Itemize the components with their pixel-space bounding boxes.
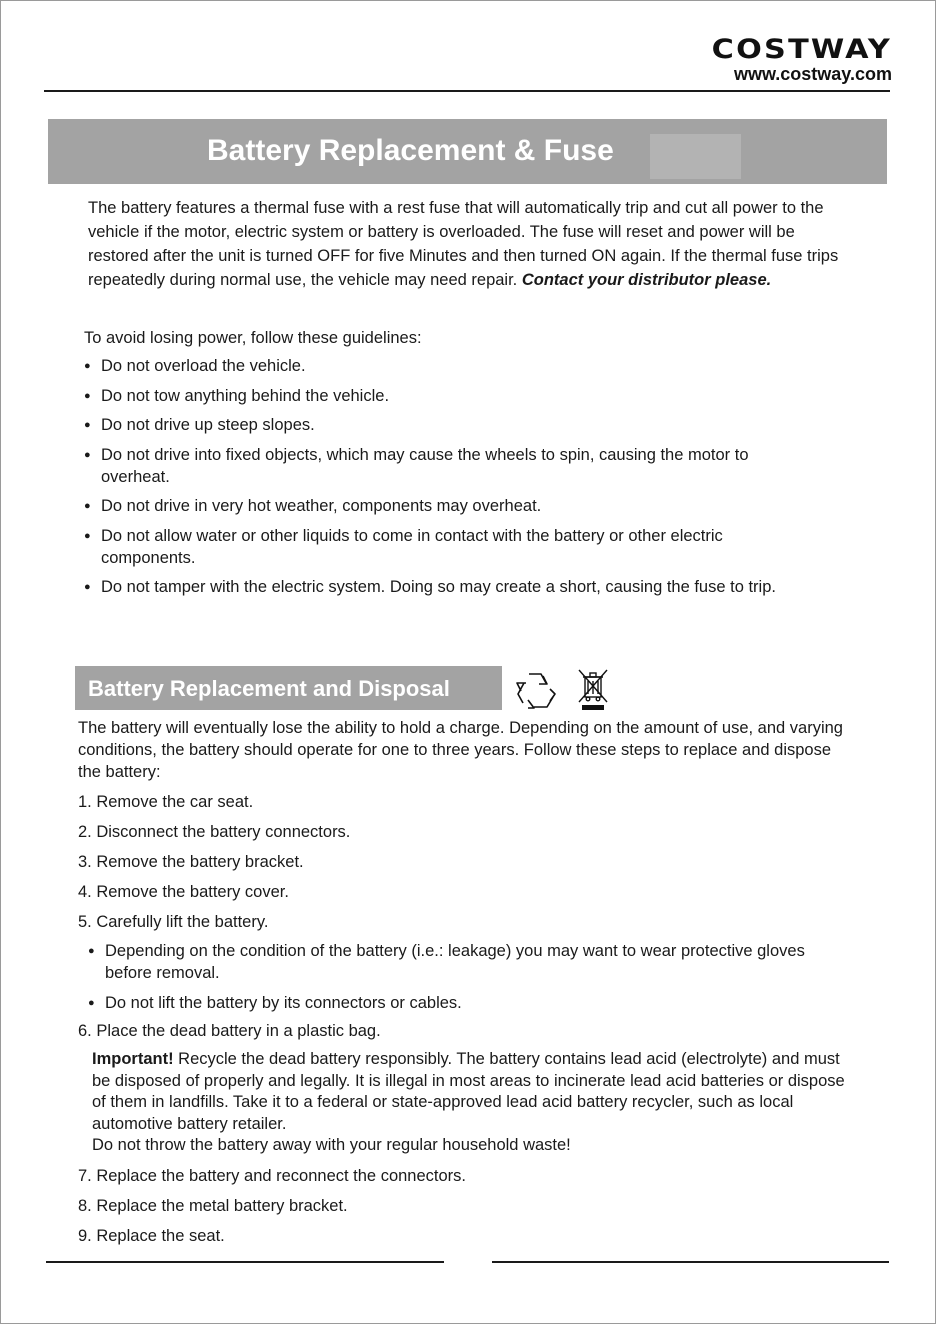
list-item: ● Do not drive in very hot weather, components may overheat. bbox=[84, 495, 844, 517]
brand-header bbox=[711, 34, 892, 84]
title-patch bbox=[650, 134, 741, 179]
step-item: 7. Replace the battery and reconnect the connectors. bbox=[78, 1166, 466, 1185]
list-item: ● Do not overload the vehicle. bbox=[84, 355, 844, 377]
fuse-text: The battery features a thermal fuse with a rest fuse that will automatically trip and cut all power to the vehicle if the motor, electric system or battery is overloaded. The fuse will reset and power will be restored after the unit is turned OFF for five Minutes and then turned ON again. If the thermal fuse trips repeatedly during normal use, the vehicle may need repair. bbox=[88, 199, 839, 289]
step-item: 1. Remove the car seat. bbox=[78, 793, 254, 811]
step-item: 9. Replace the seat. bbox=[78, 1226, 225, 1245]
brand-logo: COSTWAY bbox=[711, 34, 892, 65]
step-label: 6. Place the dead battery in a plastic bag. bbox=[78, 1022, 381, 1040]
step5-bullets bbox=[88, 940, 858, 1014]
step-item: 3. Remove the battery bracket. bbox=[78, 853, 304, 871]
guidelines-list bbox=[84, 355, 844, 606]
important-label: Important! bbox=[92, 1050, 174, 1068]
list-item: ● Depending on the condition of the battery (i.e.: leakage) you may want to wear protective gloves before removal. bbox=[88, 940, 830, 984]
list-item: ● Do not tamper with the electric system. Doing so may create a short, causing the fuse to trip. bbox=[84, 576, 821, 598]
important-note bbox=[92, 1049, 858, 1157]
disposal-intro: The battery will eventually lose the ability to hold a charge. Depending on the amount of use, and varying conditions, the battery should operate for one to three years. Follow these steps to replace and dispose the battery: bbox=[78, 719, 843, 781]
list-item: ● Do not tow anything behind the vehicle. bbox=[84, 385, 844, 407]
step-item-5 bbox=[78, 911, 858, 1014]
list-item: ● Do not drive up steep slopes. bbox=[84, 414, 844, 436]
recycle-icon bbox=[512, 670, 558, 712]
important-text: Recycle the dead battery responsibly. The battery contains lead acid (electrolyte) and must be disposed of properly and legally. It is illegal in most areas to incinerate lead acid batteries or dispose of them in landfills. Take it to a federal or state-approved lead acid battery recycler, such as local automotive battery retailer. bbox=[92, 1050, 845, 1133]
list-item: ● Do not allow water or other liquids to come in contact with the battery or other electric components. bbox=[84, 525, 796, 569]
step-item: 8. Replace the metal battery bracket. bbox=[78, 1196, 348, 1215]
list-item: ● Do not drive into fixed objects, which may cause the wheels to spin, causing the motor to overheat. bbox=[84, 444, 811, 488]
step-item: 2. Disconnect the battery connectors. bbox=[78, 823, 351, 841]
fuse-contact-emphasis: Contact your distributor please. bbox=[521, 271, 772, 289]
step-item-6 bbox=[78, 1020, 858, 1157]
important-line2: Do not throw the battery away with your regular household waste! bbox=[92, 1136, 571, 1154]
brand-url: www.costway.com bbox=[733, 64, 892, 84]
page-title: Battery Replacement & Fuse bbox=[207, 134, 614, 167]
disposal-steps bbox=[78, 791, 858, 1255]
step-label: 5. Carefully lift the battery. bbox=[78, 913, 269, 931]
guidelines-lead: To avoid losing power, follow these guidelines: bbox=[84, 329, 422, 347]
list-item: ● Do not lift the battery by its connectors or cables. bbox=[88, 992, 858, 1014]
header-divider bbox=[44, 90, 890, 92]
fuse-paragraph bbox=[88, 196, 850, 292]
disposal-heading-bar bbox=[75, 666, 502, 710]
disposal-heading: Battery Replacement and Disposal bbox=[88, 676, 450, 701]
title-banner bbox=[48, 119, 887, 184]
footer-divider-left bbox=[46, 1261, 444, 1263]
step-item: 4. Remove the battery cover. bbox=[78, 883, 289, 901]
crossed-bin-icon bbox=[576, 667, 610, 711]
footer-divider-right bbox=[492, 1261, 889, 1263]
